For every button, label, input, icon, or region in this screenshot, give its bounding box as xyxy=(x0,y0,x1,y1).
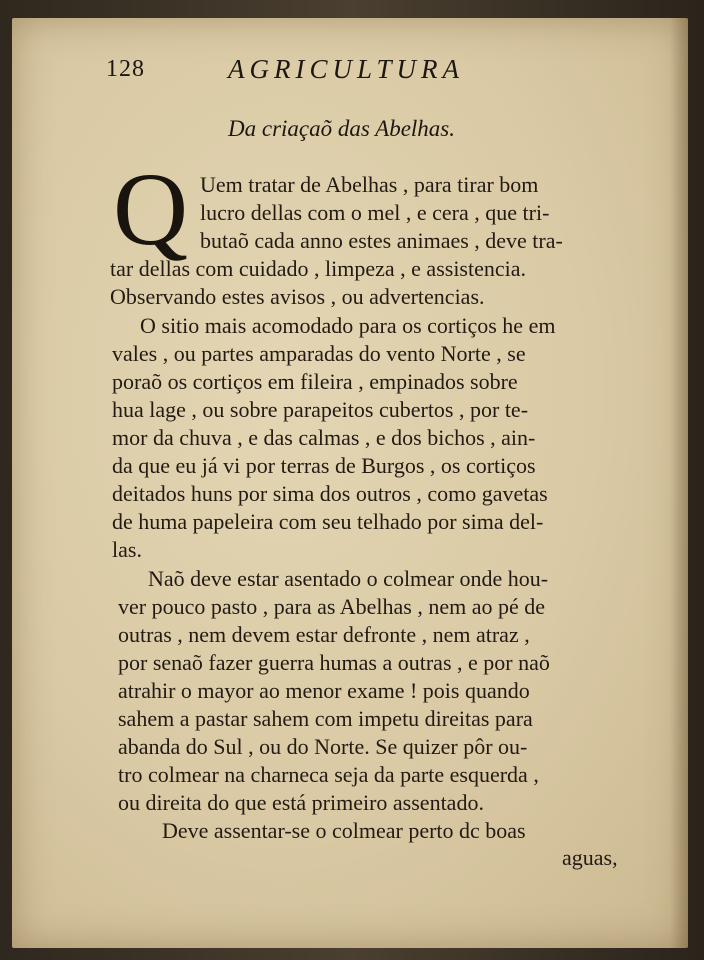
text-line: ver pouco pasto , para as Abelhas , nem ao pé de xyxy=(118,594,546,619)
text-line: vales , ou partes amparadas do vento Norte , se xyxy=(112,341,526,366)
text-line: atrahir o mayor ao menor exame ! pois quando xyxy=(118,678,530,703)
text-line: hua lage , ou sobre parapeitos cubertos , por te- xyxy=(112,397,529,422)
text-line: tro colmear na charneca seja da parte esquerda , xyxy=(118,762,539,787)
text-line: Uem tratar de Abelhas , para tirar bom xyxy=(200,172,539,197)
page-number: 128 xyxy=(106,56,145,82)
catchword: aguas, xyxy=(562,845,618,870)
text-line: las. xyxy=(112,537,142,562)
text-line: butaõ cada anno estes animaes , deve tra- xyxy=(200,228,563,253)
text-line: Observando estes avisos , ou advertencias. xyxy=(110,284,485,309)
text-line: Naõ deve estar asentado o colmear onde hou- xyxy=(148,566,549,591)
text-line: abanda do Sul , ou do Norte. Se quizer pôr ou- xyxy=(118,734,528,759)
text-line: Deve assentar-se o colmear perto dc boas xyxy=(162,818,526,843)
text-line: mor da chuva , e das calmas , e dos bichos , ain- xyxy=(112,425,536,450)
text-line: lucro dellas com o mel , e cera , que tri- xyxy=(200,200,550,225)
text-line: poraõ os cortiços em fileira , empinados sobre xyxy=(112,369,518,394)
text-line: O sitio mais acomodado para os cortiços he em xyxy=(140,313,556,338)
text-line: da que eu já vi por terras de Burgos , os cortiços xyxy=(112,453,536,478)
text-line: ou direita do que está primeiro assentado. xyxy=(118,790,484,815)
running-title: AGRICULTURA xyxy=(228,54,464,84)
text-line: deitados huns por sima dos outros , como gavetas xyxy=(112,481,548,506)
text-line: tar dellas com cuidado , limpeza , e assistencia. xyxy=(110,256,527,281)
text-line: de huma papeleira com seu telhado por sima del- xyxy=(112,509,544,534)
text-line: outras , nem devem estar defronte , nem atraz , xyxy=(118,622,530,647)
text-line: por senaõ fazer guerra humas a outras , e por naõ xyxy=(118,650,550,675)
text-line: sahem a pastar sahem com impetu direitas para xyxy=(118,706,533,731)
drop-cap: Q xyxy=(113,152,189,267)
section-title: Da criaçaõ das Abelhas. xyxy=(228,116,456,141)
